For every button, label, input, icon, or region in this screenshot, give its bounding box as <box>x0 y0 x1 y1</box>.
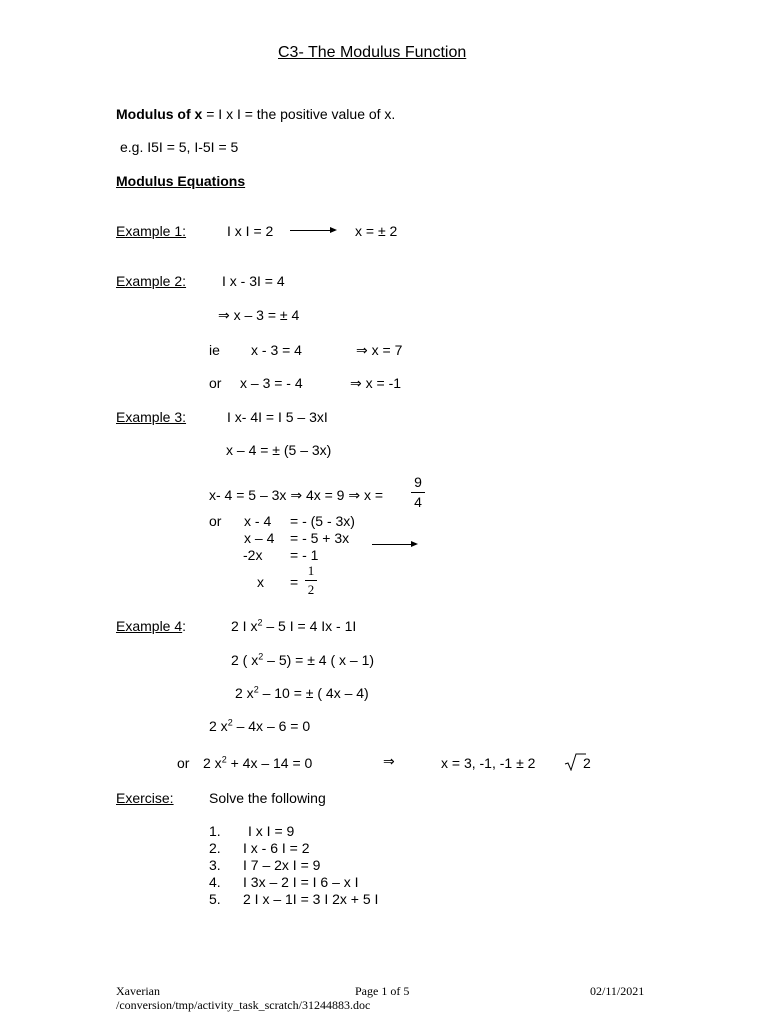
example4-or: or <box>177 755 190 771</box>
example3-r4-lhs: x <box>257 574 264 590</box>
example2-case2: x – 3 = - 4 <box>240 375 303 391</box>
example2-line2: ⇒ x – 3 = ± 4 <box>218 307 300 323</box>
fraction-denominator: 4 <box>414 494 422 510</box>
example3-r2-lhs: x – 4 <box>244 530 275 546</box>
example4-colon: : <box>182 618 187 634</box>
result-text: x = 3, -1, -1 ± 2 <box>441 755 536 771</box>
example2-ie: ie <box>209 342 220 358</box>
example-eg: e.g. I5I = 5, I-5I = 5 <box>120 139 239 155</box>
example2-case1-result: ⇒ x = 7 <box>356 342 403 358</box>
superscript-two: 2 <box>221 754 227 765</box>
footer-path: /conversion/tmp/activity_task_scratch/31244883.doc <box>116 998 371 1012</box>
example4-line2 <box>231 652 374 668</box>
example1-label: Example 1: <box>116 223 187 239</box>
fraction-bar <box>411 492 425 493</box>
exercise-item-3: I 7 – 2x I = 9 <box>243 857 321 873</box>
example4-line1 <box>231 618 356 634</box>
exercise-instruction: Solve the following <box>209 790 326 806</box>
definition-text: = I x I = the positive value of x. <box>202 106 396 122</box>
example3-r1-lhs: x - 4 <box>244 513 272 529</box>
example2-label: Example 2: <box>116 273 187 289</box>
l1a: 2 I x <box>231 618 258 634</box>
example1-lhs: I x I = 2 <box>227 223 274 239</box>
item-number: 5. <box>209 891 221 907</box>
l5a: 2 x <box>203 755 222 771</box>
modulus-definition <box>116 106 395 122</box>
example2-case2-result: ⇒ x = -1 <box>350 375 402 391</box>
definition-label: Modulus of x <box>116 106 203 122</box>
fraction-numerator: 1 <box>307 563 315 578</box>
fraction-denominator: 2 <box>307 582 315 597</box>
list-item <box>209 840 221 856</box>
example4-label-wrap <box>116 618 186 634</box>
right-arrow-icon <box>290 230 335 231</box>
superscript-two: 2 <box>227 717 233 728</box>
l3b: – 10 = ± ( 4x – 4) <box>262 685 369 701</box>
example4-label: Example 4 <box>116 618 183 634</box>
page-title: C3- The Modulus Function <box>278 44 467 61</box>
l4b: – 4x – 6 = 0 <box>236 718 311 734</box>
exercise-item-4: I 3x – 2 I = I 6 – x I <box>243 874 359 890</box>
list-item <box>209 891 221 907</box>
example1-rhs: x = ± 2 <box>355 223 398 239</box>
example3-or: or <box>209 513 222 529</box>
example4-line5 <box>203 755 312 771</box>
l1b: – 5 I = 4 Ix - 1I <box>266 618 357 634</box>
example3-r2-rhs: = - 5 + 3x <box>290 530 350 546</box>
example3-line2: x – 4 = ± (5 – 3x) <box>226 442 332 458</box>
example3-r1-rhs: = - (5 - 3x) <box>290 513 355 529</box>
footer-page: Page 1 of 5 <box>355 984 410 998</box>
example4-line3 <box>235 685 369 701</box>
list-item <box>209 823 221 839</box>
item-number: 3. <box>209 857 221 873</box>
l3a: 2 x <box>235 685 254 701</box>
list-item <box>209 874 221 890</box>
example4-result <box>441 755 535 771</box>
fraction-numerator: 9 <box>414 474 422 490</box>
exercise-item-5: 2 I x – 1I = 3 I 2x + 5 I <box>243 891 379 907</box>
list-item <box>209 857 221 873</box>
example3-line1: I x- 4I = I 5 – 3xI <box>227 409 328 425</box>
implies-icon: ⇒ <box>383 753 395 769</box>
example2-line1: I x - 3I = 4 <box>222 273 285 289</box>
exercise-item-2: I x - 6 I = 2 <box>243 840 310 856</box>
example3-r3-rhs: = - 1 <box>290 547 319 563</box>
fraction-one-half <box>305 564 317 597</box>
superscript-two: 2 <box>257 617 263 628</box>
l5b: + 4x – 14 = 0 <box>230 755 313 771</box>
example2-or: or <box>209 375 222 391</box>
footer-date: 02/11/2021 <box>590 984 645 998</box>
item-number: 2. <box>209 840 221 856</box>
exercise-item-1: I x I = 9 <box>248 823 295 839</box>
example3-r4-rhs: = <box>290 574 299 590</box>
example4-root-value: 2 <box>583 755 591 771</box>
example2-case1: x - 3 = 4 <box>251 342 302 358</box>
l4a: 2 x <box>209 718 228 734</box>
l2b: – 5) = ± 4 ( x – 1) <box>267 652 375 668</box>
superscript-two: 2 <box>258 651 264 662</box>
item-number: 4. <box>209 874 221 890</box>
right-arrow-icon <box>372 544 416 545</box>
item-number: 1. <box>209 823 221 839</box>
example3-r3-lhs: -2x <box>243 547 263 563</box>
example4-line4 <box>209 718 310 734</box>
fraction-bar <box>305 580 317 581</box>
example3-line3: x- 4 = 5 – 3x ⇒ 4x = 9 ⇒ x = <box>209 487 384 503</box>
example3-label: Example 3: <box>116 409 187 425</box>
l2a: 2 ( x <box>231 652 259 668</box>
fraction-nine-quarters <box>411 475 425 510</box>
exercise-label: Exercise: <box>116 790 174 806</box>
superscript-two: 2 <box>253 684 259 695</box>
section-heading-equations: Modulus Equations <box>116 173 246 189</box>
footer-author: Xaverian <box>116 984 160 998</box>
